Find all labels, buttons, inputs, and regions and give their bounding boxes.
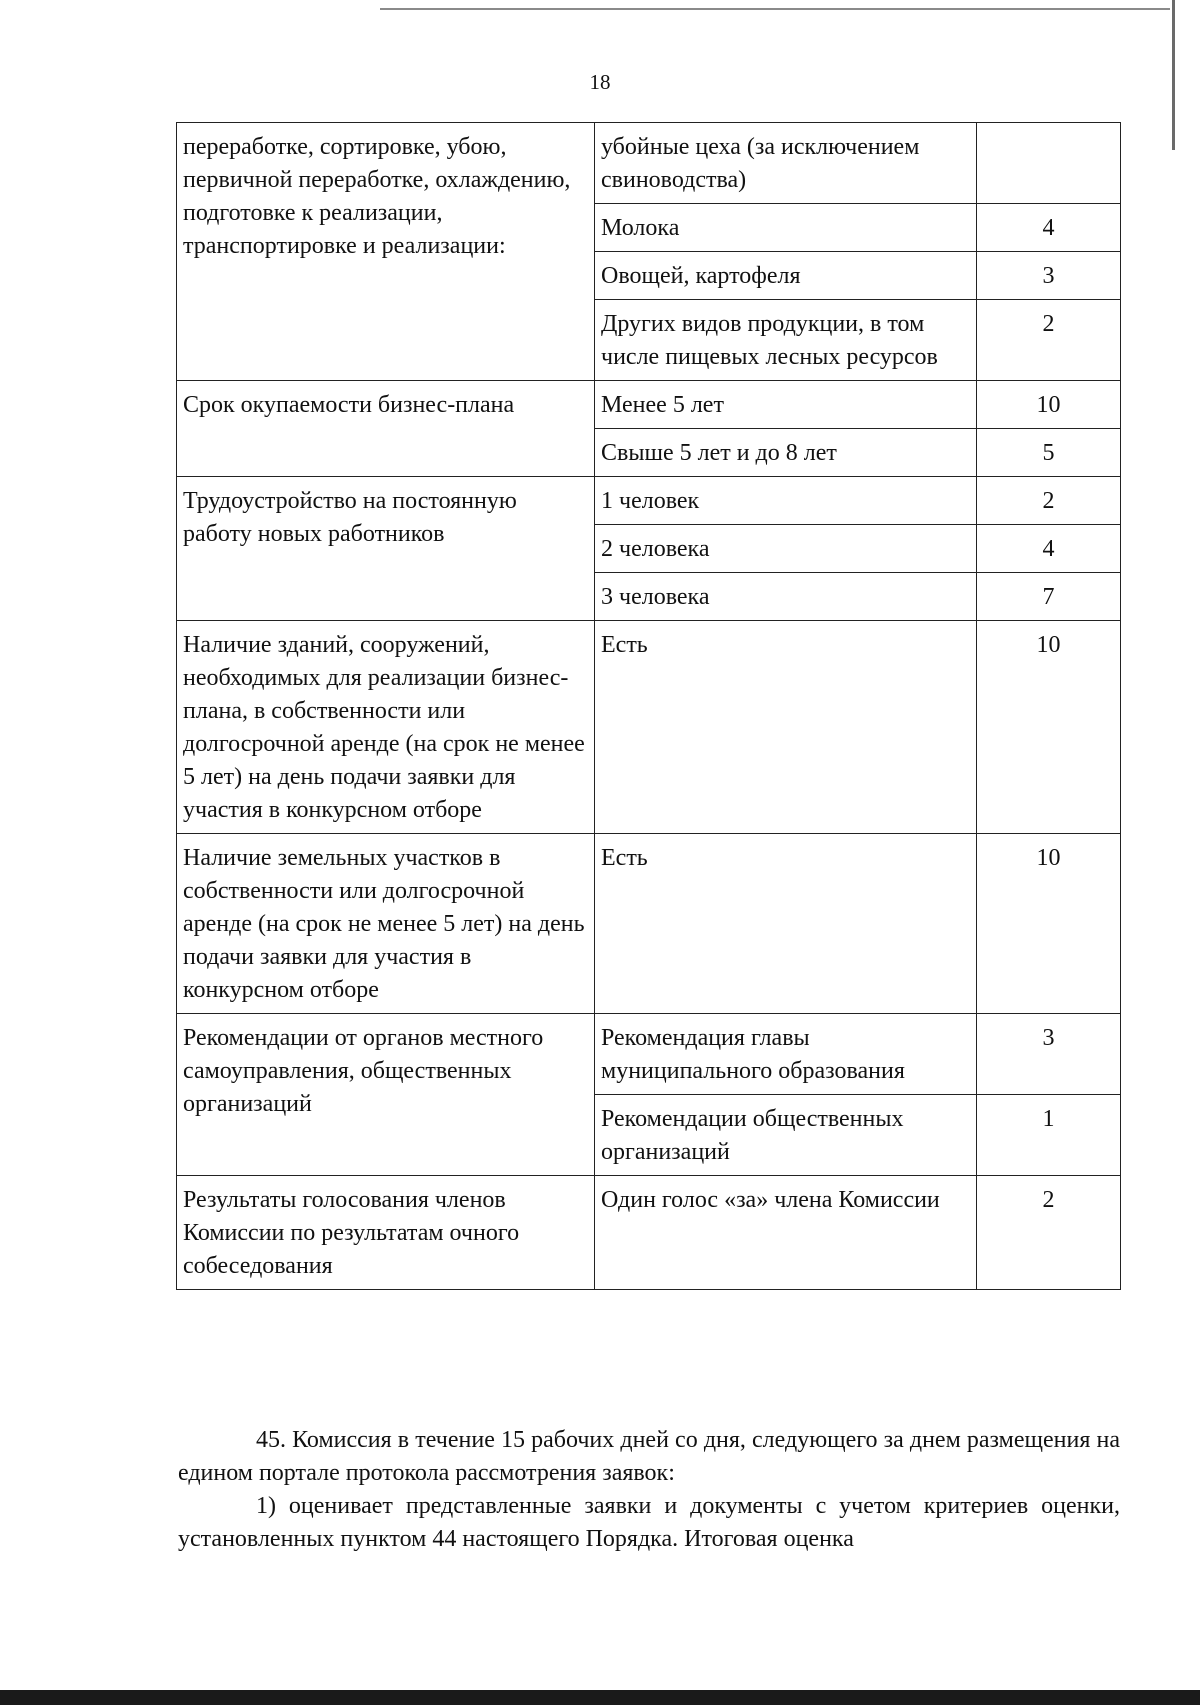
paragraph-45: 45. Комиссия в течение 15 рабочих дней со дня, следующего за днем размещения на едином портале протокола рассмотрения заявок:: [178, 1427, 1120, 1486]
score-cell: 4: [977, 525, 1121, 573]
table-row: [177, 1014, 1121, 1095]
score-cell: 3: [977, 252, 1121, 300]
table-row: [177, 123, 1121, 204]
value-cell: Других видов продукции, в том числе пищевых лесных ресурсов: [595, 300, 977, 381]
value-cell: Менее 5 лет: [595, 381, 977, 429]
score-cell: 10: [977, 381, 1121, 429]
criterion-cell: Рекомендации от органов местного самоуправления, общественных организаций: [177, 1014, 595, 1176]
score-cell: 5: [977, 429, 1121, 477]
scan-edge-bottom: [0, 1690, 1200, 1705]
criterion-cell: Наличие земельных участков в собственности или долгосрочной аренде (на срок не менее 5 лет) на день подачи заявки для участия в конкурсном отборе: [177, 834, 595, 1014]
criterion-cell: Срок окупаемости бизнес-плана: [177, 381, 595, 477]
score-cell: 2: [977, 477, 1121, 525]
score-cell: 4: [977, 204, 1121, 252]
value-cell: Молока: [595, 204, 977, 252]
page-number: 18: [589, 70, 611, 94]
value-cell: Есть: [595, 834, 977, 1014]
scan-edge-top: [380, 8, 1170, 10]
score-cell: [977, 123, 1121, 204]
value-cell: Один голос «за» члена Комиссии: [595, 1176, 977, 1290]
score-cell: 2: [977, 300, 1121, 381]
table-row: [177, 381, 1121, 429]
value-cell: Есть: [595, 621, 977, 834]
score-cell: 10: [977, 621, 1121, 834]
value-cell: 2 человека: [595, 525, 977, 573]
paragraph-item-1: 1) оценивает представленные заявки и документы с учетом критериев оценки, установленных пунктом 44 настоящего Порядка. Итоговая оценка: [178, 1493, 1120, 1552]
criteria-table: [176, 122, 1121, 1290]
score-cell: 3: [977, 1014, 1121, 1095]
value-cell: Рекомендации общественных организаций: [595, 1095, 977, 1176]
value-cell: 3 человека: [595, 573, 977, 621]
score-cell: 2: [977, 1176, 1121, 1290]
table-row: [177, 621, 1121, 834]
value-cell: Свыше 5 лет и до 8 лет: [595, 429, 977, 477]
criterion-cell: Наличие зданий, сооружений, необходимых для реализации бизнес-плана, в собственности или долгосрочной аренде (на срок не менее 5 лет) на день подачи заявки для участия в конкурсном отборе: [177, 621, 595, 834]
value-cell: убойные цеха (за исключением свиноводства): [595, 123, 977, 204]
score-cell: 1: [977, 1095, 1121, 1176]
value-cell: Рекомендация главы муниципального образования: [595, 1014, 977, 1095]
value-cell: 1 человек: [595, 477, 977, 525]
table-row: [177, 1176, 1121, 1290]
value-cell: Овощей, картофеля: [595, 252, 977, 300]
criterion-cell: переработке, сортировке, убою, первичной переработке, охлаждению, подготовке к реализации, транспортировке и реализации:: [177, 123, 595, 381]
score-cell: 10: [977, 834, 1121, 1014]
table-row: [177, 477, 1121, 525]
score-cell: 7: [977, 573, 1121, 621]
criterion-cell: Результаты голосования членов Комиссии по результатам очного собеседования: [177, 1176, 595, 1290]
criterion-cell: Трудоустройство на постоянную работу новых работников: [177, 477, 595, 621]
body-text: [178, 1424, 1120, 1556]
table-row: [177, 834, 1121, 1014]
